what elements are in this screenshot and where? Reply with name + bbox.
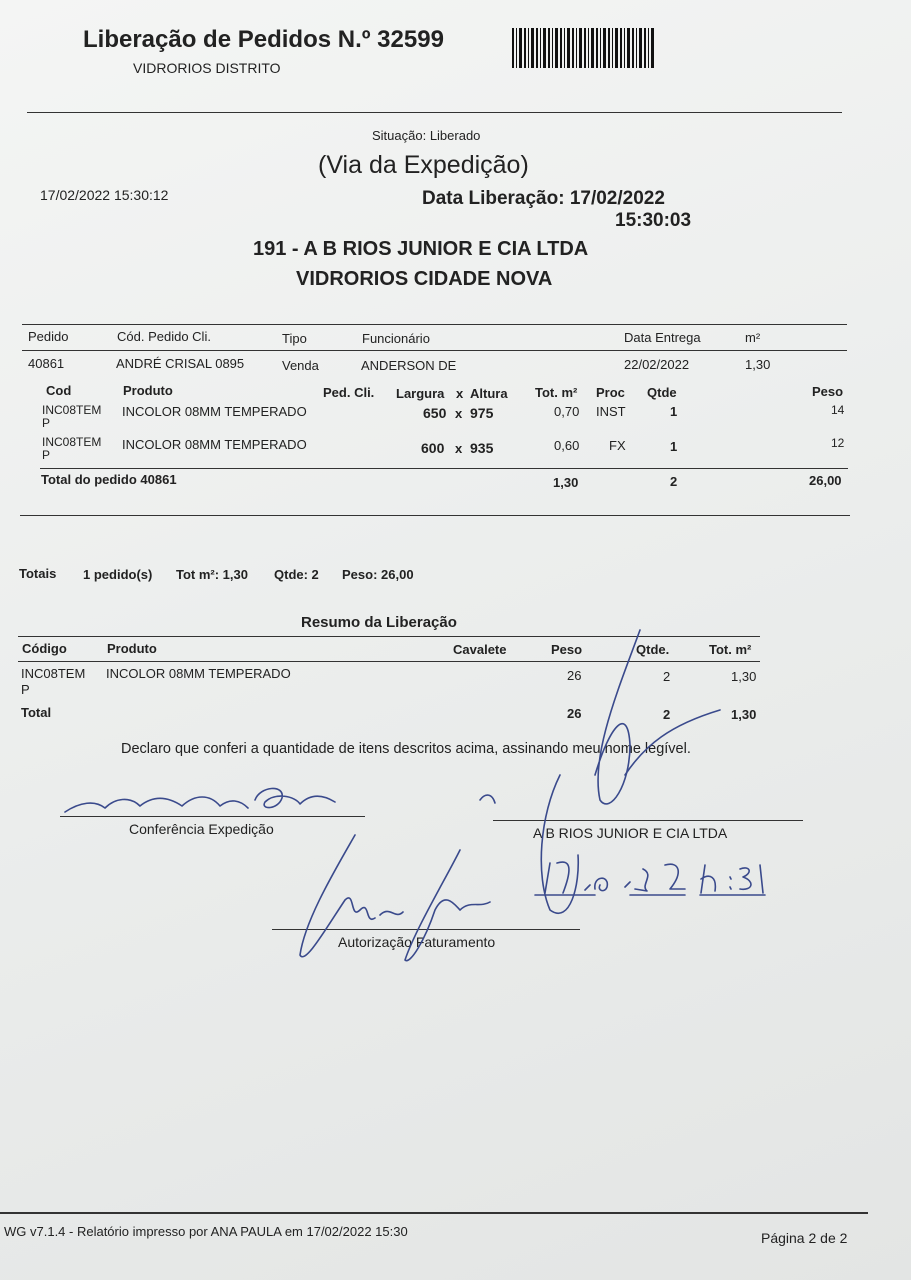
- resumo-total-peso: 26: [567, 706, 582, 721]
- col-tipo: Tipo: [282, 331, 307, 346]
- items-col-qtde: Qtde: [647, 385, 677, 400]
- item-1-tot-m2: 0,70: [554, 404, 580, 419]
- resumo-row-tot-m2: 1,30: [731, 669, 757, 684]
- order-total-label: Total do pedido 40861: [41, 472, 177, 487]
- resumo-row-qtde: 2: [663, 669, 671, 684]
- item-2-tot-m2: 0,60: [554, 438, 580, 453]
- col-m2: m²: [745, 330, 761, 345]
- resumo-row-codigo: INC08TEM: [21, 666, 86, 681]
- autorizacao-label: Autorização Faturamento: [338, 934, 496, 950]
- order-total-qtde: 2: [670, 474, 678, 489]
- order-m2: 1,30: [745, 357, 771, 372]
- resumo-col-qtde: Qtde.: [636, 642, 670, 657]
- resumo-total-qtde: 2: [663, 707, 671, 722]
- item-1-cod: INC08TEM: [42, 403, 102, 417]
- footer-divider: [0, 1212, 868, 1214]
- order-total-divider: [40, 468, 848, 469]
- resumo-row-produto: INCOLOR 08MM TEMPERADO: [106, 666, 291, 681]
- printed-datetime: 17/02/2022 15:30:12: [40, 187, 169, 203]
- report-title: Liberação de Pedidos N.º 32599: [83, 26, 444, 53]
- item-2-qtde: 1: [670, 439, 678, 454]
- item-1-produto: INCOLOR 08MM TEMPERADO: [122, 404, 307, 419]
- item-2-cod: INC08TEM: [42, 435, 102, 449]
- cliente-label: A B RIOS JUNIOR E CIA LTDA: [533, 825, 728, 841]
- item-1-proc: INST: [596, 404, 626, 419]
- resumo-total-tot-m2: 1,30: [731, 707, 757, 722]
- conferencia-label: Conferência Expedição: [129, 821, 274, 837]
- item-1-largura: 650: [423, 405, 447, 421]
- item-1-cod-suffix: P: [42, 416, 51, 430]
- item-1-x: x: [455, 406, 463, 421]
- conferencia-signature: [60, 780, 360, 820]
- totais-label: Totais: [19, 566, 57, 581]
- resumo-col-codigo: Código: [22, 641, 67, 656]
- item-2-proc: FX: [609, 438, 626, 453]
- resumo-title: Resumo da Liberação: [301, 614, 457, 631]
- items-col-altura: Altura: [470, 386, 508, 401]
- item-1-peso: 14: [831, 403, 845, 417]
- item-2-peso: 12: [831, 436, 845, 450]
- items-col-proc: Proc: [596, 385, 625, 400]
- item-2-cod-suffix: P: [42, 448, 51, 462]
- order-total-peso: 26,00: [809, 473, 842, 488]
- order-total-tot-m2: 1,30: [553, 475, 579, 490]
- header-divider: [27, 112, 842, 113]
- order-pedido: 40861: [28, 356, 65, 371]
- data-liberacao: Data Liberação: 17/02/2022: [422, 188, 665, 209]
- resumo-col-tot-m2: Tot. m²: [709, 642, 752, 657]
- barcode-icon: [512, 28, 654, 68]
- item-2-produto: INCOLOR 08MM TEMPERADO: [122, 437, 307, 452]
- col-data-entrega: Data Entrega: [624, 330, 701, 345]
- col-pedido: Pedido: [28, 329, 69, 344]
- order-top-divider: [22, 324, 847, 325]
- situacao-label: Situação: Liberado: [372, 128, 481, 143]
- totais-pedidos: 1 pedido(s): [83, 567, 153, 582]
- data-liberacao-time: 15:30:03: [615, 210, 692, 231]
- items-col-largura: Largura: [396, 386, 445, 401]
- client-name: 191 - A B RIOS JUNIOR E CIA LTDA: [253, 238, 589, 260]
- totais-tot-m2: Tot m²: 1,30: [176, 567, 248, 582]
- item-2-x: x: [455, 441, 463, 456]
- item-1-qtde: 1: [670, 404, 678, 419]
- client-branch: VIDRORIOS CIDADE NOVA: [296, 268, 553, 290]
- items-col-ped-cli: Ped. Cli.: [323, 385, 375, 400]
- item-2-altura: 935: [470, 440, 494, 456]
- resumo-col-peso: Peso: [551, 642, 583, 657]
- order-funcionario: ANDERSON DE: [361, 358, 457, 373]
- col-funcionario: Funcionário: [362, 331, 430, 346]
- items-col-x: x: [456, 386, 464, 401]
- item-1-altura: 975: [470, 405, 494, 421]
- resumo-col-cavalete: Cavalete: [453, 642, 507, 657]
- items-col-produto: Produto: [123, 383, 173, 398]
- order-bottom-divider: [20, 515, 850, 516]
- col-cod-pedido-cli: Cód. Pedido Cli.: [117, 329, 211, 344]
- totais-qtde: Qtde: 2: [274, 567, 319, 582]
- order-header-divider: [22, 350, 847, 351]
- footer-page-number: Página 2 de 2: [761, 1230, 848, 1246]
- resumo-total-label: Total: [21, 705, 52, 720]
- resumo-col-produto: Produto: [107, 641, 157, 656]
- resumo-row-peso: 26: [567, 668, 582, 683]
- company-name: VIDRORIOS DISTRITO: [133, 60, 281, 76]
- order-cod-pedido-cli: ANDRÉ CRISAL 0895: [116, 356, 245, 371]
- resumo-row-codigo-suffix: P: [21, 682, 30, 697]
- autorizacao-signature: [285, 830, 525, 970]
- order-data-entrega: 22/02/2022: [624, 357, 690, 372]
- via-label: (Via da Expedição): [318, 151, 529, 179]
- order-tipo: Venda: [282, 358, 319, 373]
- item-2-largura: 600: [421, 440, 445, 456]
- items-col-peso: Peso: [812, 384, 844, 399]
- items-col-tot-m2: Tot. m²: [535, 385, 578, 400]
- items-col-cod: Cod: [46, 383, 72, 398]
- handwritten-date: [535, 855, 795, 900]
- declaration-text: Declaro que conferi a quantidade de itens descritos acima, assinando meu nome legível.: [121, 741, 691, 757]
- footer-printed-by: WG v7.1.4 - Relatório impresso por ANA PAULA em 17/02/2022 15:30: [4, 1224, 408, 1239]
- totais-peso: Peso: 26,00: [342, 567, 414, 582]
